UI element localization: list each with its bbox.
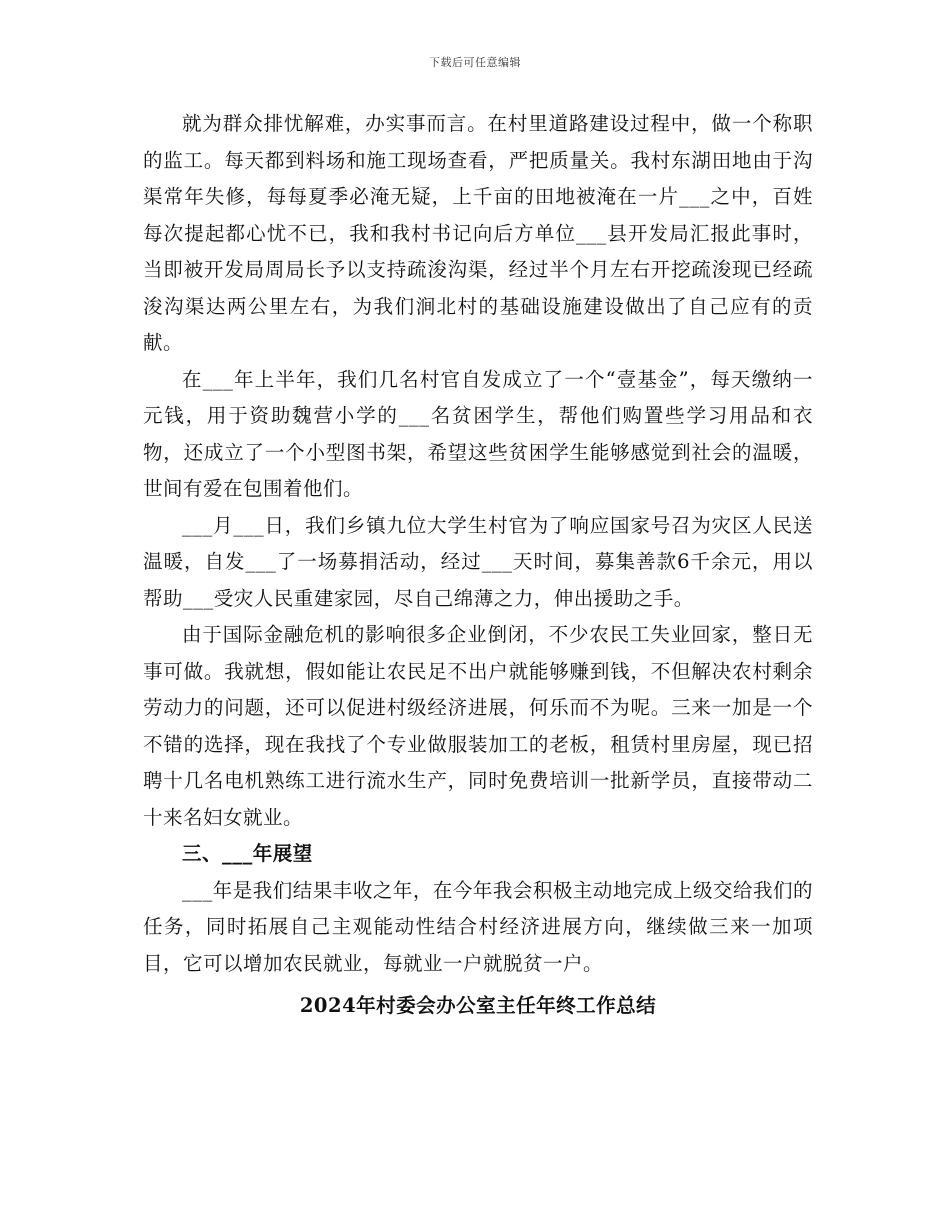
next-document-title: 2024年村委会办公室主任年终工作总结 (299, 994, 657, 1017)
paragraph-disaster-donation: ___月___日，我们乡镇九位大学生村官为了响应国家号召为灾区人民送温暖，自发___了一场募捐活动，经过___天时间，募集善款6千余元，用以帮助___受灾人民重建家园，尽自己绵薄之力，伸出援助之手。 (143, 513, 813, 610)
paragraph-outlook: ___年是我们结果丰收之年，在今年我会积极主动地完成上级交给我们的任务，同时拓展自己主观能动性结合村经济进展方向，继续做三来一加项目，它可以增加农民就业，每就业一户就脱贫一户。 (143, 878, 813, 975)
paragraph-charity-fund: 在___年上半年，我们几名村官自发成立了一个“壹基金”，每天缴纳一元钱，用于资助魏营小学的___名贫困学生，帮他们购置些学习用品和衣物，还成立了一个小型图书架，希望这些贫困学生能够感觉到社会的温暖，世间有爱在包围着他们。 (143, 367, 813, 500)
document-body (143, 106, 813, 1025)
section-heading-outlook: 三、___年展望 (182, 842, 313, 865)
paragraph-infrastructure: 就为群众排忧解难，办实事而言。在村里道路建设过程中，做一个称职的监工。每天都到料场和施工现场查看，严把质量关。我村东湖田地由于沟渠常年失修，每每夏季必淹无疑，上千亩的田地被淹在一片___之中，百姓每次提起都心忧不已，我和我村书记向后方单位___县开发局汇报此事时，当即被开发局周局长予以支持疏浚沟渠，经过半个月左右开挖疏浚现已经疏浚沟渠达两公里左右，为我们涧北村的基础设施建设做出了自己应有的贡献。 (143, 112, 813, 354)
paragraph-employment: 由于国际金融危机的影响很多企业倒闭，不少农民工失业回家，整日无事可做。我就想，假如能让农民足不出户就能够赚到钱，不但解决农村剩余劳动力的问题，还可以促进村级经济进展，何乐而不为呢。三来一加是一个不错的选择，现在我找了个专业做服装加工的老板，租赁村里房屋，现已招聘十几名电机熟练工进行流水生产，同时免费培训一批新学员，直接带动二十来名妇女就业。 (143, 623, 813, 829)
page-header-note: 下载后可任意编辑 (429, 56, 521, 69)
